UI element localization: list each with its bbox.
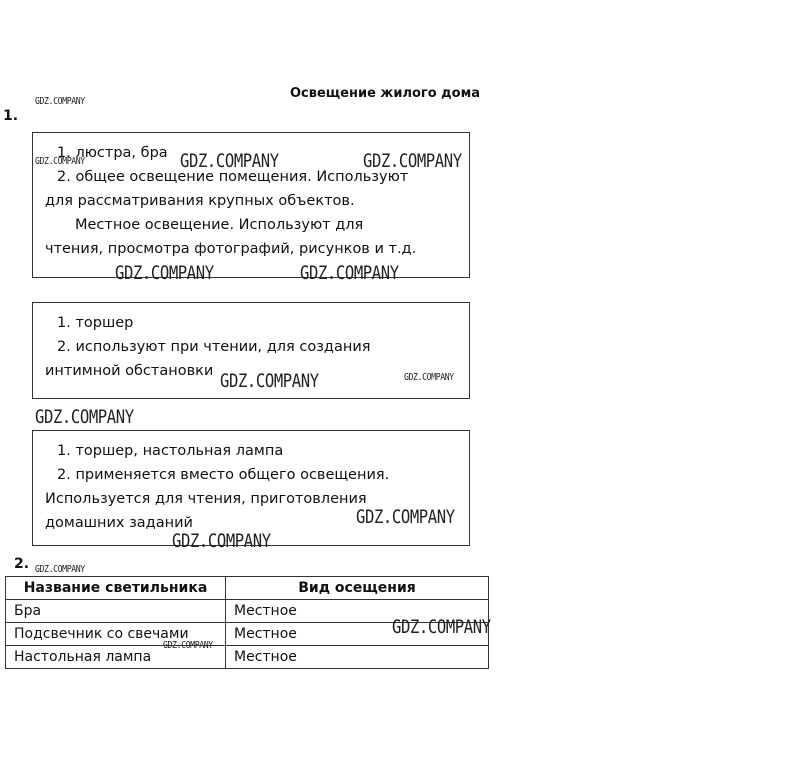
watermark: GDZ.COMPANY [404, 372, 454, 383]
answer-line: 1. торшер, настольная лампа [57, 443, 284, 459]
answer-line: интимной обстановки [45, 363, 214, 379]
watermark: GDZ.COMPANY [172, 530, 271, 552]
watermark: GDZ.COMPANY [35, 564, 85, 575]
table-cell: Бра [6, 600, 226, 623]
task-2-number: 2. [14, 556, 30, 572]
watermark: GDZ.COMPANY [35, 96, 85, 107]
task-1-number: 1. [3, 108, 19, 124]
watermark: GDZ.COMPANY [35, 156, 85, 167]
table-header-row [6, 577, 489, 600]
answer-line: чтения, просмотра фотографий, рисунков и т.д. [45, 241, 417, 257]
table-row [6, 646, 489, 669]
watermark: GDZ.COMPANY [392, 616, 491, 638]
column-header: Вид осещения [226, 577, 489, 600]
table-cell: Местное [226, 623, 489, 646]
page-title: Освещение жилого дома [290, 86, 480, 101]
answer-line: 1. люстра, бра [57, 145, 168, 161]
table-cell: Местное [226, 600, 489, 623]
table-cell: Настольная лампа [6, 646, 226, 669]
watermark: GDZ.COMPANY [220, 370, 319, 392]
answer-line: 2. применяется вместо общего освещения. [57, 467, 390, 483]
watermark: GDZ.COMPANY [35, 406, 134, 428]
answer-line: 1. торшер [57, 315, 134, 331]
answer-line: Местное освещение. Используют для [75, 217, 364, 233]
watermark: GDZ.COMPANY [300, 262, 399, 284]
watermark: GDZ.COMPANY [180, 150, 279, 172]
answer-line: 2. используют при чтении, для создания [57, 339, 371, 355]
table-cell: Местное [226, 646, 489, 669]
answer-line: 2. общее освещение помещения. Используют [57, 169, 409, 185]
watermark: GDZ.COMPANY [115, 262, 214, 284]
table-cell: Подсвечник со свечами [6, 623, 226, 646]
answer-line: Используется для чтения, приготовления [45, 491, 367, 507]
answer-line: для рассматривания крупных объектов. [45, 193, 355, 209]
answer-line: домашних заданий [45, 515, 193, 531]
watermark: GDZ.COMPANY [163, 640, 213, 651]
watermark: GDZ.COMPANY [363, 150, 462, 172]
answer-box-3 [32, 430, 470, 546]
watermark: GDZ.COMPANY [356, 506, 455, 528]
column-header: Название светильника [6, 577, 226, 600]
